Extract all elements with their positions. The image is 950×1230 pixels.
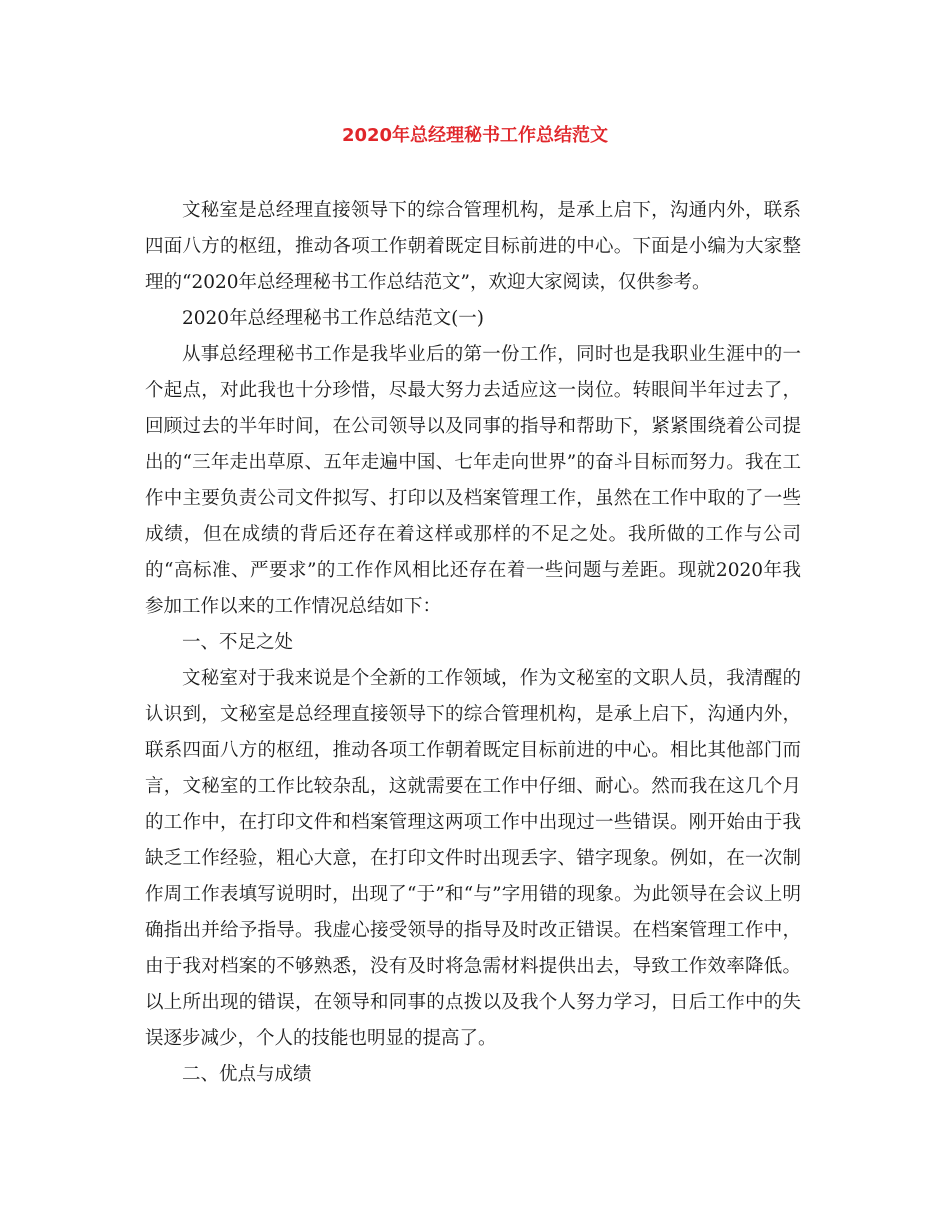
subtitle-paragraph: 2020年总经理秘书工作总结范文(一) bbox=[182, 308, 485, 329]
section-heading-shortcomings: 一、不足之处 bbox=[182, 632, 294, 653]
intro-paragraph: 文秘室是总经理直接领导下的综合管理机构，是承上启下，沟通内外，联系四面八方的枢纽，推动各项工作朝着既定目标前进的中心。下面是小编为大家整理的“2020年总经理秘书工作总结范文”，欢迎大家阅读，仅供参考。 bbox=[145, 200, 801, 293]
document-body bbox=[145, 193, 801, 1093]
body-paragraph: 文秘室对于我来说是个全新的工作领域，作为文秘室的文职人员，我清醒的认识到，文秘室是总经理直接领导下的综合管理机构，是承上启下，沟通内外，联系四面八方的枢纽，推动各项工作朝着既定目标前进的中心。相比其他部门而言，文秘室的工作比较杂乱，这就需要在工作中仔细、耐心。然而我在这几个月的工作中，在打印文件和档案管理这两项工作中出现过一些错误。刚开始由于我缺乏工作经验，粗心大意，在打印文件时出现丢字、错字现象。例如，在一次制作周工作表填写说明时，出现了“于”和“与”字用错的现象。为此领导在会议上明确指出并给予指导。我虚心接受领导的指导及时改正错误。在档案管理工作中，由于我对档案的不够熟悉，没有及时将急需材料提供出去，导致工作效率降低。以上所出现的错误，在领导和同事的点拨以及我个人努力学习，日后工作中的失误逐步减少，个人的技能也明显的提高了。 bbox=[145, 668, 801, 1049]
section-heading-achievements: 二、优点与成绩 bbox=[182, 1064, 312, 1085]
document-title: 2020年总经理秘书工作总结范文 bbox=[341, 125, 609, 146]
body-paragraph: 从事总经理秘书工作是我毕业后的第一份工作，同时也是我职业生涯中的一个起点，对此我也十分珍惜，尽最大努力去适应这一岗位。转眼间半年过去了，回顾过去的半年时间，在公司领导以及同事的指导和帮助下，紧紧围绕着公司提出的“三年走出草原、五年走遍中国、七年走向世界”的奋斗目标而努力。我在工作中主要负责公司文件拟写、打印以及档案管理工作，虽然在工作中取的了一些成绩，但在成绩的背后还存在着这样或那样的不足之处。我所做的工作与公司的“高标准、严要求”的工作作风相比还存在着一些问题与差距。现就2020年我参加工作以来的工作情况总结如下： bbox=[145, 344, 801, 617]
